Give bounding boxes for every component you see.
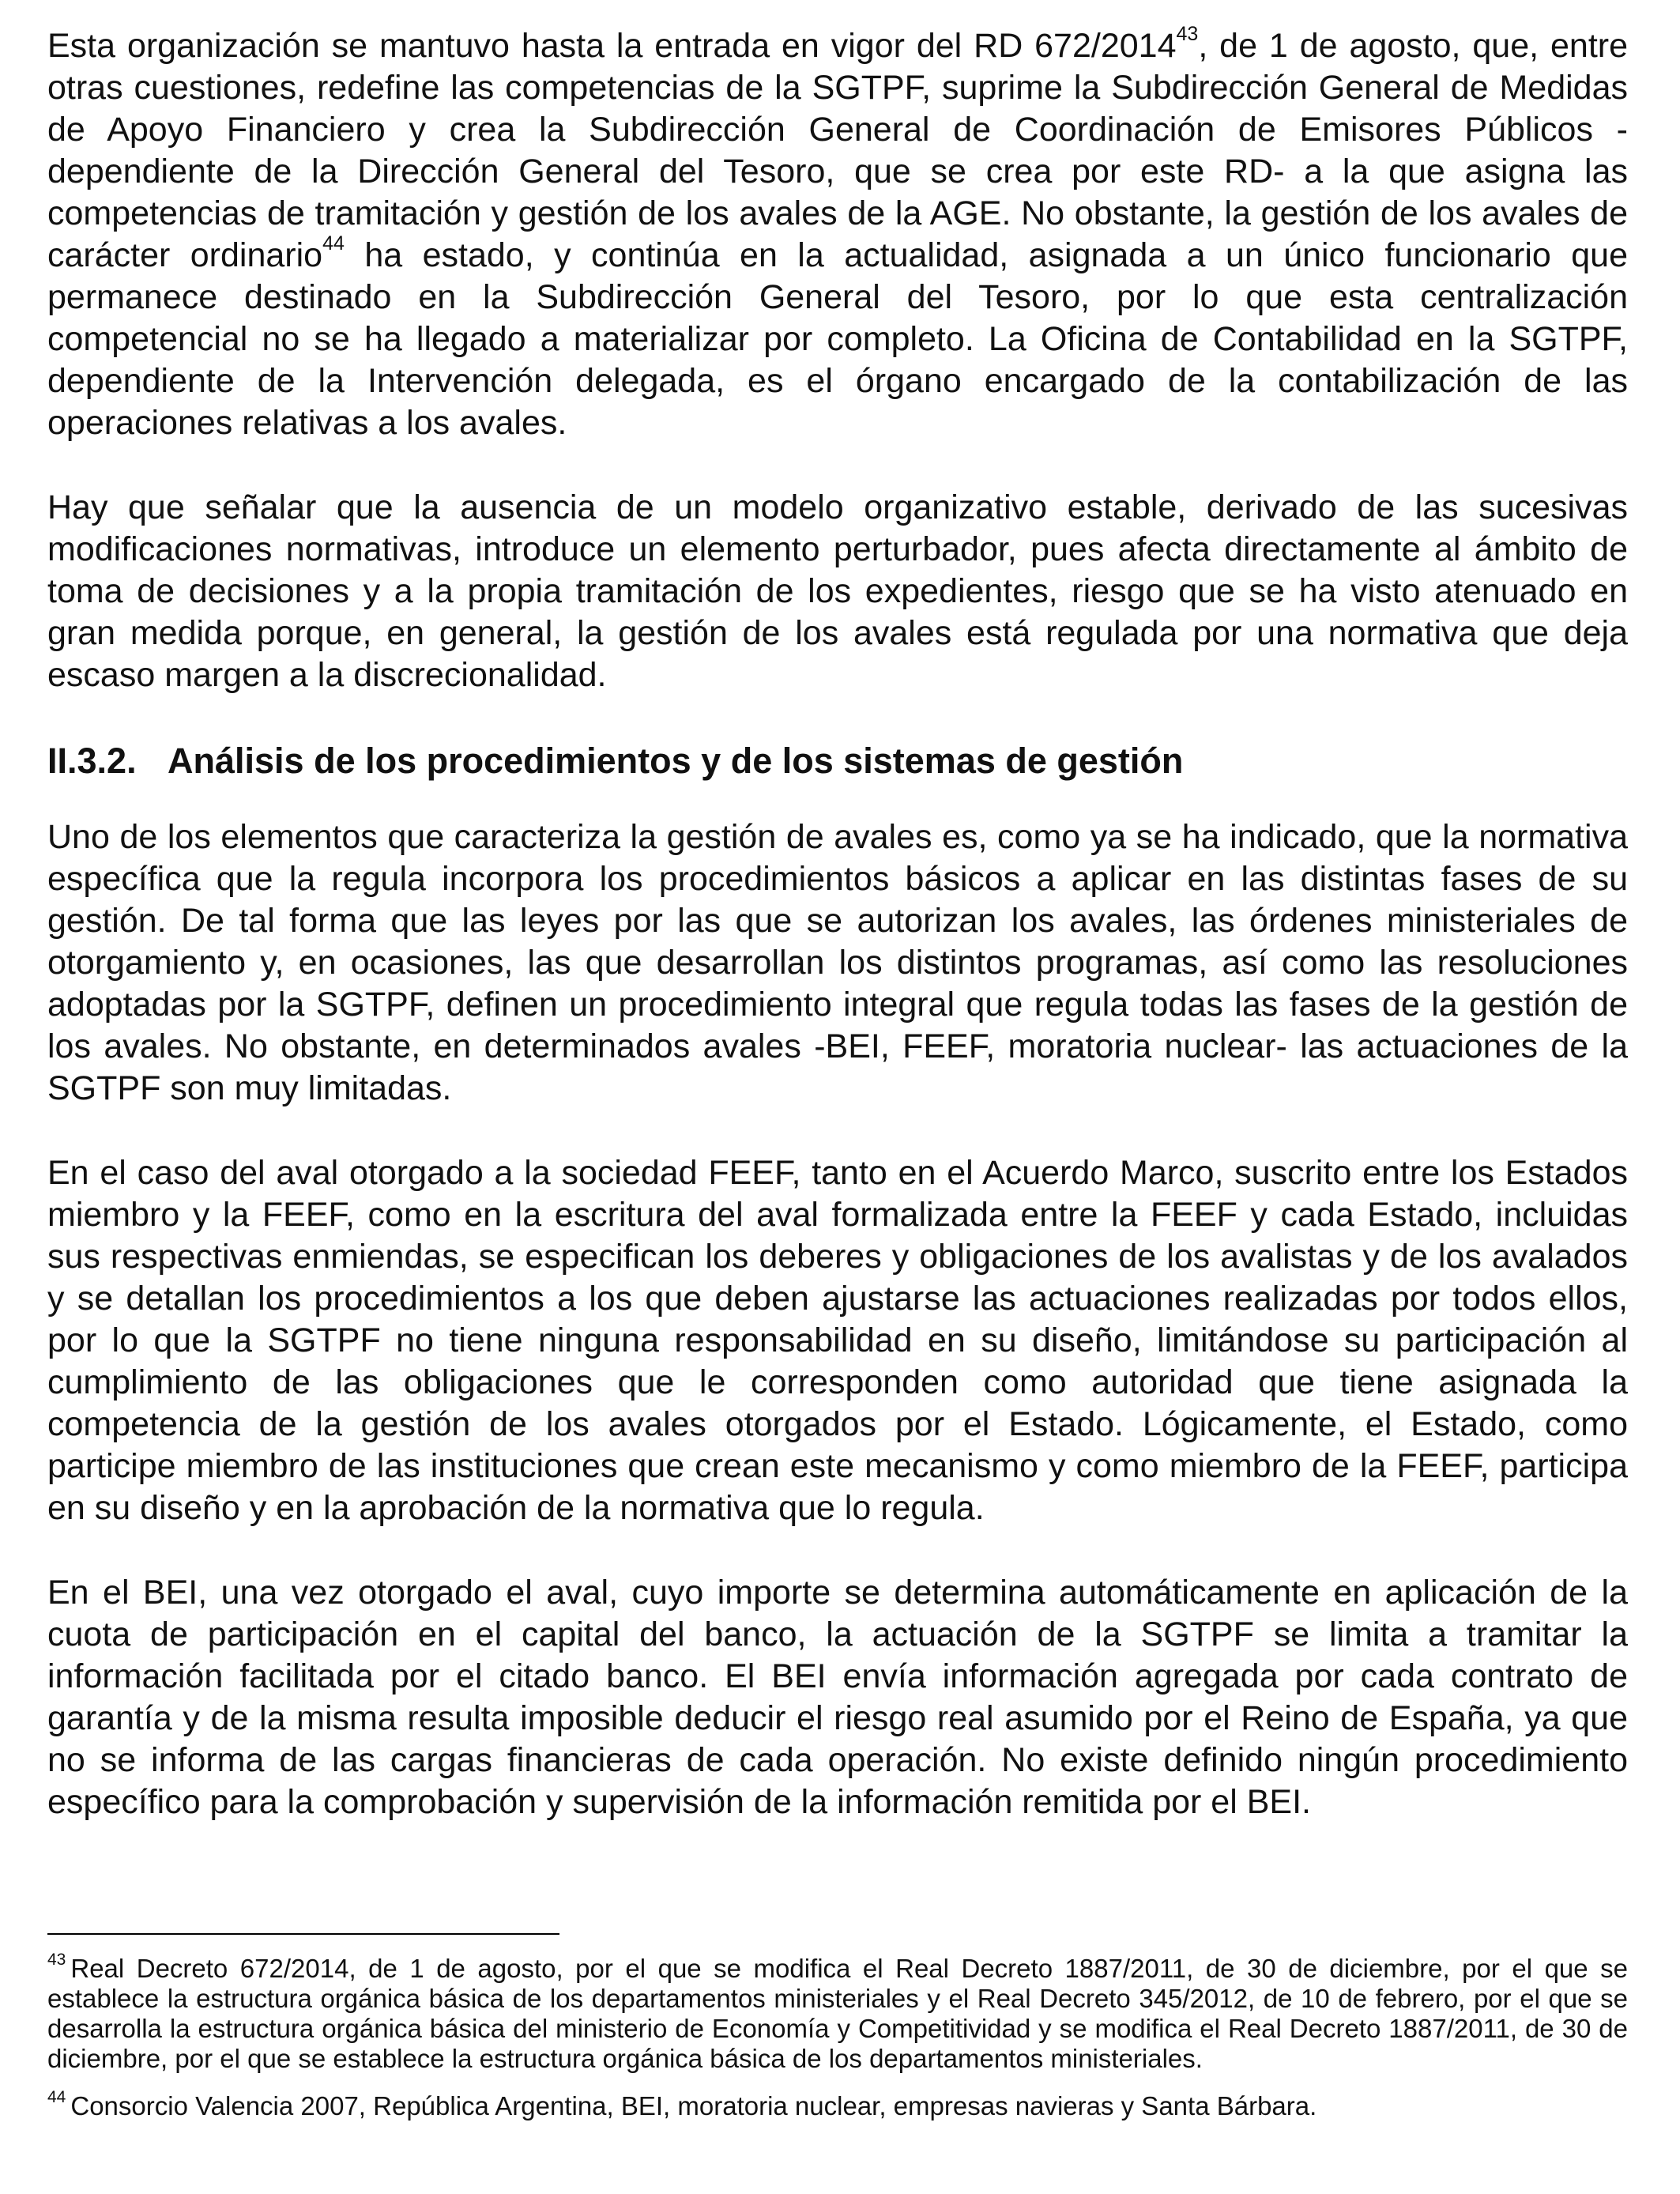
paragraph-bei: En el BEI, una vez otorgado el aval, cuyo importe se determina automáticamente en aplicación de la cuota de participación en el capital del banco, la actuación de la SGTPF se limita a tramitar la información facilitada por el citado banco. El BEI envía información agregada por cada contrato de garantía y de la misma resulta imposible deducir el riesgo real asumido por el Reino de España, ya que no se informa de las cargas financieras de cada operación. No existe definido ningún procedimiento específico para la comprobación y supervisión de la información remitida por el BEI.	[47, 1574, 1628, 1821]
footnote-divider	[47, 1933, 559, 1935]
section-number: II.3.2.	[47, 741, 137, 781]
footnote-ref-44[interactable]: 44	[322, 232, 345, 254]
paragraph-procedimientos: Uno de los elementos que caracteriza la gestión de avales es, como ya se ha indicado, que la normativa específica que la regula incorpora los procedimientos básicos a aplicar en las distintas fases de su gestión. De tal forma que las leyes por las que se autorizan los avales, las órdenes ministeriales de otorgamiento y, en ocasiones, las que desarrollan los distintos programas, así como las resoluciones adoptadas por la SGTPF, definen un procedimiento integral que regula todas las fases de la gestión de los avales. No obstante, en determinados avales -BEI, FEEF, moratoria nuclear- las actuaciones de la SGTPF son muy limitadas.	[47, 818, 1628, 1107]
document-body	[47, 22, 1629, 1866]
footnote-44	[47, 2088, 1628, 2121]
footnote-text: Consorcio Valencia 2007, República Argentina, BEI, moratoria nuclear, empresas navieras y Santa Bárbara.	[70, 2091, 1317, 2120]
paragraph-text: ha estado, y continúa en la actualidad, asignada a un único funcionario que permanece destinado en la Subdirección General del Tesoro, por lo que esta centralización competencial no se ha llegado a materializar por completo. La Oficina de Contabilidad en la SGTPF, dependiente de la Intervención delegada, es el órgano encargado de la contabilización de las operaciones relativas a los avales.	[47, 236, 1629, 442]
footnote-number: 44	[47, 2088, 66, 2107]
footnote-text: Real Decreto 672/2014, de 1 de agosto, por el que se modifica el Real Decreto 1887/2011, de 30 de diciembre, por el que se establece la estructura orgánica básica de los departamentos ministeriales y el Real Decreto 345/2012, de 10 de febrero, por el que se desarrolla la estructura orgánica básica del ministerio de Economía y Competitividad y se modifica el Real Decreto 1887/2011, de 30 de diciembre, por el que se establece la estructura orgánica básica de los departamentos ministeriales.	[47, 1954, 1628, 2073]
paragraph-text: , de 1 de agosto, que, entre otras cuestiones, redefine las competencias de la SGTPF, suprime la Subdirección General de Medidas de Apoyo Financiero y crea la Subdirección General de Coordinación de Emisores Públicos -dependiente de la Dirección General del Tesoro, que se crea por este RD- a la que asigna las competencias de tramitación y gestión de los avales de la AGE. No obstante, la gestión de los avales de carácter ordinario	[47, 27, 1628, 274]
footnote-number: 43	[47, 1951, 66, 1970]
footnote-ref-43[interactable]: 43	[1176, 22, 1199, 45]
footnotes	[47, 1951, 1628, 2139]
paragraph-text: Esta organización se mantuvo hasta la entrada en vigor del RD 672/2014	[47, 27, 1177, 65]
section-title: Análisis de los procedimientos y de los sistemas de gestión	[168, 741, 1184, 781]
paragraph-feef: En el caso del aval otorgado a la sociedad FEEF, tanto en el Acuerdo Marco, suscrito entre los Estados miembro y la FEEF, como en la escritura del aval formalizada entre la FEEF y cada Estado, incluidas sus respectivas enmiendas, se especifican los deberes y obligaciones de los avalistas y de los avalados y se detallan los procedimientos a los que deben ajustarse las actuaciones realizadas por todos ellos, por lo que la SGTPF no tiene ninguna responsabilidad en su diseño, limitándose su participación al cumplimiento de las obligaciones que le corresponden como autoridad que tiene asignada la competencia de la gestión de los avales otorgados por el Estado. Lógicamente, el Estado, como participe miembro de las instituciones que crean este mecanismo y como miembro de la FEEF, participa en su diseño y en la aprobación de la normativa que lo regula.	[47, 1154, 1628, 1527]
section-heading	[47, 739, 1628, 783]
paragraph-organizacion	[47, 22, 1629, 444]
footnote-43	[47, 1951, 1628, 2074]
paragraph-modelo-organizativo: Hay que señalar que la ausencia de un modelo organizativo estable, derivado de las sucesivas modificaciones normativas, introduce un elemento perturbador, pues afecta directamente al ámbito de toma de decisiones y a la propia tramitación de los expedientes, riesgo que se ha visto atenuado en gran medida porque, en general, la gestión de los avales está regulada por una normativa que deja escaso margen a la discrecionalidad.	[47, 488, 1628, 694]
